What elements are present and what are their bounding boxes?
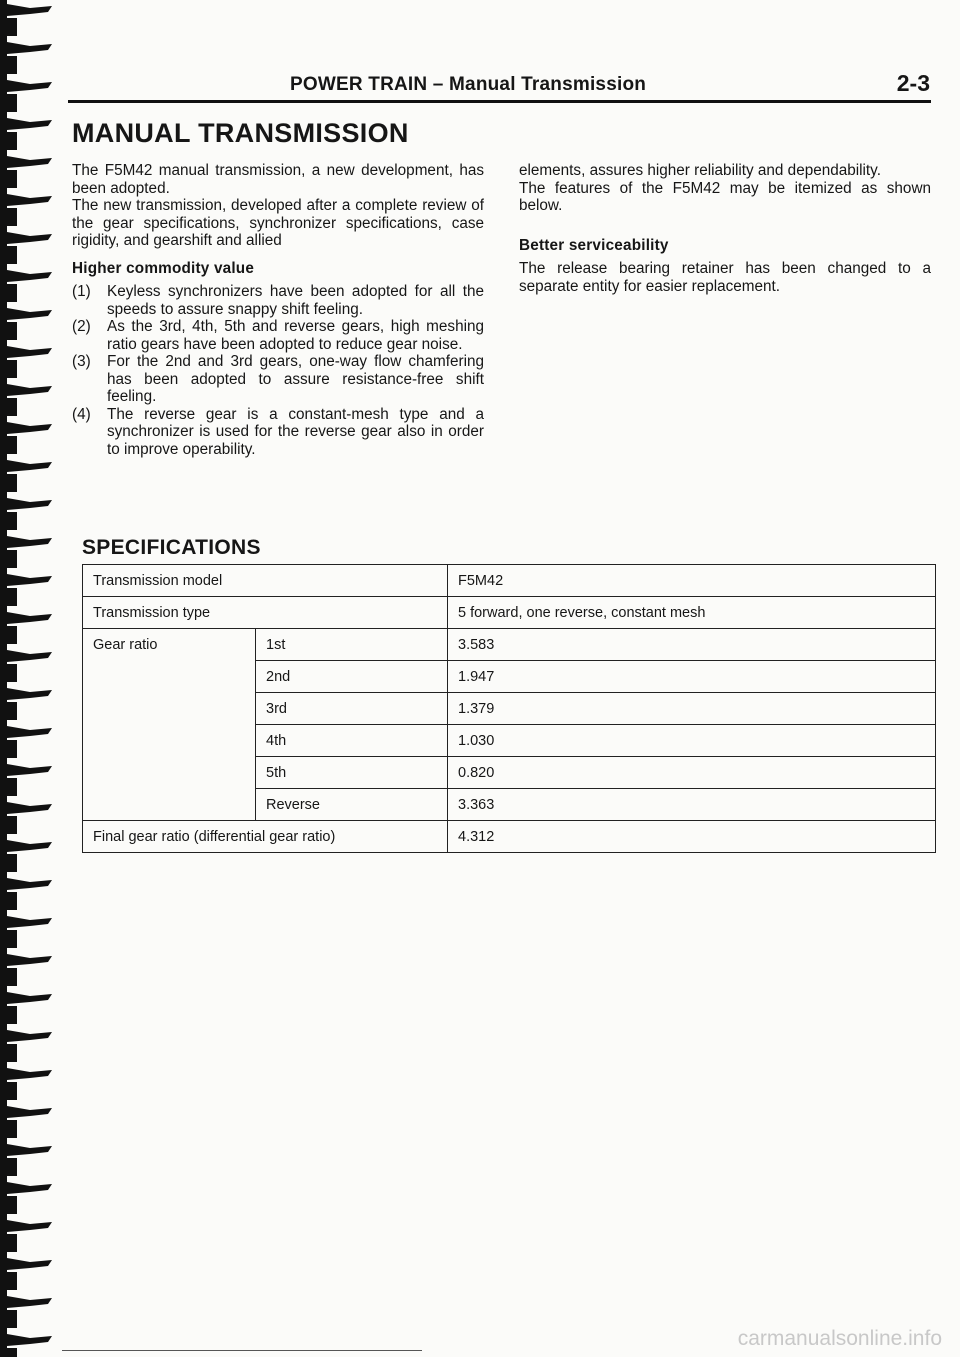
binding-hook bbox=[7, 384, 52, 396]
binding-hook bbox=[7, 232, 52, 244]
binding-tab bbox=[7, 1348, 17, 1357]
binding-tab bbox=[7, 246, 17, 264]
item-number: (3) bbox=[72, 353, 91, 370]
binding-tab bbox=[7, 436, 17, 454]
table-cell: 3.363 bbox=[448, 789, 936, 821]
feature-item bbox=[72, 318, 484, 353]
binding-tab bbox=[7, 1044, 17, 1062]
binding-hook bbox=[7, 460, 52, 472]
item-text: Keyless synchronizers have been adopted for all the speeds to assure snappy shift feeling. bbox=[107, 283, 484, 318]
binding-hook bbox=[7, 992, 52, 1004]
binding-hook bbox=[7, 650, 52, 662]
table-row bbox=[83, 565, 936, 597]
intro-paragraph-2: The new transmission, developed after a complete review of the gear specifications, synchronizer specifications, case rigidity, and gearshift and allied bbox=[72, 197, 484, 249]
right-column bbox=[519, 162, 931, 295]
binding-tab bbox=[7, 474, 17, 492]
binding-tab bbox=[7, 132, 17, 150]
binding-hook bbox=[7, 1144, 52, 1156]
binding-hook bbox=[7, 688, 52, 700]
binding-tab bbox=[7, 892, 17, 910]
table-cell: 4th bbox=[256, 725, 448, 757]
binding-tab bbox=[7, 930, 17, 948]
binding-tab bbox=[7, 1006, 17, 1024]
binding-hook bbox=[7, 1068, 52, 1080]
specifications-title: SPECIFICATIONS bbox=[82, 536, 261, 559]
page-number: 2-3 bbox=[896, 70, 930, 96]
binding-hook bbox=[7, 878, 52, 890]
item-text: As the 3rd, 4th, 5th and reverse gears, high meshing ratio gears have been adopted to reduce gear noise. bbox=[107, 318, 484, 353]
binding-hook bbox=[7, 194, 52, 206]
header-title: POWER TRAIN – Manual Transmission bbox=[290, 74, 647, 95]
binding-tab bbox=[7, 1196, 17, 1214]
binding-tab bbox=[7, 284, 17, 302]
intro-paragraph-2-continued: elements, assures higher reliability and dependability. bbox=[519, 162, 881, 179]
binding-hook bbox=[7, 1030, 52, 1042]
serviceability-heading: Better serviceability bbox=[519, 236, 669, 254]
binding-tab bbox=[7, 778, 17, 796]
binding-hook bbox=[7, 156, 52, 168]
binding-hook bbox=[7, 612, 52, 624]
binding-hook bbox=[7, 422, 52, 434]
intro-paragraph-3: The features of the F5M42 may be itemized as shown below. bbox=[519, 179, 931, 214]
left-column bbox=[72, 162, 484, 458]
binding-hook bbox=[7, 1220, 52, 1232]
binding-hook bbox=[7, 840, 52, 852]
table-cell: Transmission model bbox=[83, 565, 448, 597]
table-row bbox=[83, 629, 936, 661]
table-cell: 5 forward, one reverse, constant mesh bbox=[448, 597, 936, 629]
binding-hook bbox=[7, 574, 52, 586]
item-text: The reverse gear is a constant-mesh type and a synchronizer is used for the reverse gear also in order to improve operability. bbox=[107, 405, 484, 458]
binding-hook bbox=[7, 270, 52, 282]
binding-hook bbox=[7, 80, 52, 92]
table-cell: Transmission type bbox=[83, 597, 448, 629]
feature-item bbox=[72, 406, 484, 459]
binding-hook bbox=[7, 802, 52, 814]
binding-tab bbox=[7, 56, 17, 74]
binding-tab bbox=[7, 94, 17, 112]
binding-hook bbox=[7, 4, 52, 16]
binding-tab bbox=[7, 1310, 17, 1328]
footer-rule bbox=[62, 1350, 422, 1351]
table-cell: Reverse bbox=[256, 789, 448, 821]
binding-strip bbox=[0, 0, 62, 1357]
binding-hook bbox=[7, 498, 52, 510]
binding-hook bbox=[7, 1182, 52, 1194]
binding-tab bbox=[7, 968, 17, 986]
binding-hook bbox=[7, 42, 52, 54]
table-cell: 4.312 bbox=[448, 821, 936, 853]
binding-tab bbox=[7, 170, 17, 188]
item-number: (2) bbox=[72, 318, 91, 335]
binding-tab bbox=[7, 588, 17, 606]
table-cell: 1.030 bbox=[448, 725, 936, 757]
binding-tab bbox=[7, 1120, 17, 1138]
table-cell: Gear ratio bbox=[83, 629, 256, 821]
binding-hook bbox=[7, 916, 52, 928]
table-cell: 3rd bbox=[256, 693, 448, 725]
binding-hook bbox=[7, 536, 52, 548]
table-cell: 1.947 bbox=[448, 661, 936, 693]
table-cell: 0.820 bbox=[448, 757, 936, 789]
binding-tab bbox=[7, 1082, 17, 1100]
item-number: (4) bbox=[72, 405, 91, 423]
table-cell: 1.379 bbox=[448, 693, 936, 725]
binding-tab bbox=[7, 664, 17, 682]
binding-hook bbox=[7, 1334, 52, 1346]
binding-hook bbox=[7, 764, 52, 776]
table-cell: Final gear ratio (differential gear ratio) bbox=[83, 821, 448, 853]
binding-tab bbox=[7, 208, 17, 226]
binding-hook bbox=[7, 1258, 52, 1270]
specifications-table bbox=[82, 564, 936, 853]
binding-tab bbox=[7, 322, 17, 340]
binding-hook bbox=[7, 954, 52, 966]
table-cell: 2nd bbox=[256, 661, 448, 693]
serviceability-text: The release bearing retainer has been changed to a separate entity for easier replacement. bbox=[519, 260, 931, 295]
binding-tab bbox=[7, 854, 17, 872]
binding-hook bbox=[7, 308, 52, 320]
binding-tab bbox=[7, 1158, 17, 1176]
higher-commodity-heading: Higher commodity value bbox=[72, 259, 255, 277]
section-title: MANUAL TRANSMISSION bbox=[72, 118, 409, 148]
binding-tab bbox=[7, 1272, 17, 1290]
binding-tab bbox=[7, 18, 17, 36]
item-text: For the 2nd and 3rd gears, one-way flow chamfering has been adopted to assure resistance-free shift feeling. bbox=[107, 353, 484, 405]
watermark: carmanualsonline.info bbox=[737, 1327, 942, 1350]
binding-tab bbox=[7, 740, 17, 758]
header-rule bbox=[68, 100, 931, 103]
binding-tab bbox=[7, 550, 17, 568]
binding-tab bbox=[7, 1234, 17, 1252]
binding-hook bbox=[7, 1106, 52, 1118]
table-cell: 5th bbox=[256, 757, 448, 789]
binding-tab bbox=[7, 360, 17, 378]
binding-hook bbox=[7, 346, 52, 358]
binding-tab bbox=[7, 702, 17, 720]
intro-paragraph-1: The F5M42 manual transmission, a new development, has been adopted. bbox=[72, 162, 484, 197]
feature-item bbox=[72, 353, 484, 406]
page-header bbox=[290, 70, 930, 100]
feature-item bbox=[72, 283, 484, 318]
table-cell: 1st bbox=[256, 629, 448, 661]
binding-tab bbox=[7, 626, 17, 644]
table-row bbox=[83, 597, 936, 629]
table-row bbox=[83, 821, 936, 853]
binding-hook bbox=[7, 118, 52, 130]
item-number: (1) bbox=[72, 283, 91, 300]
binding-tab bbox=[7, 398, 17, 416]
binding-hook bbox=[7, 1296, 52, 1308]
binding-tab bbox=[7, 816, 17, 834]
binding-tab bbox=[7, 512, 17, 530]
table-cell: 3.583 bbox=[448, 629, 936, 661]
binding-hook bbox=[7, 726, 52, 738]
table-cell: F5M42 bbox=[448, 565, 936, 597]
